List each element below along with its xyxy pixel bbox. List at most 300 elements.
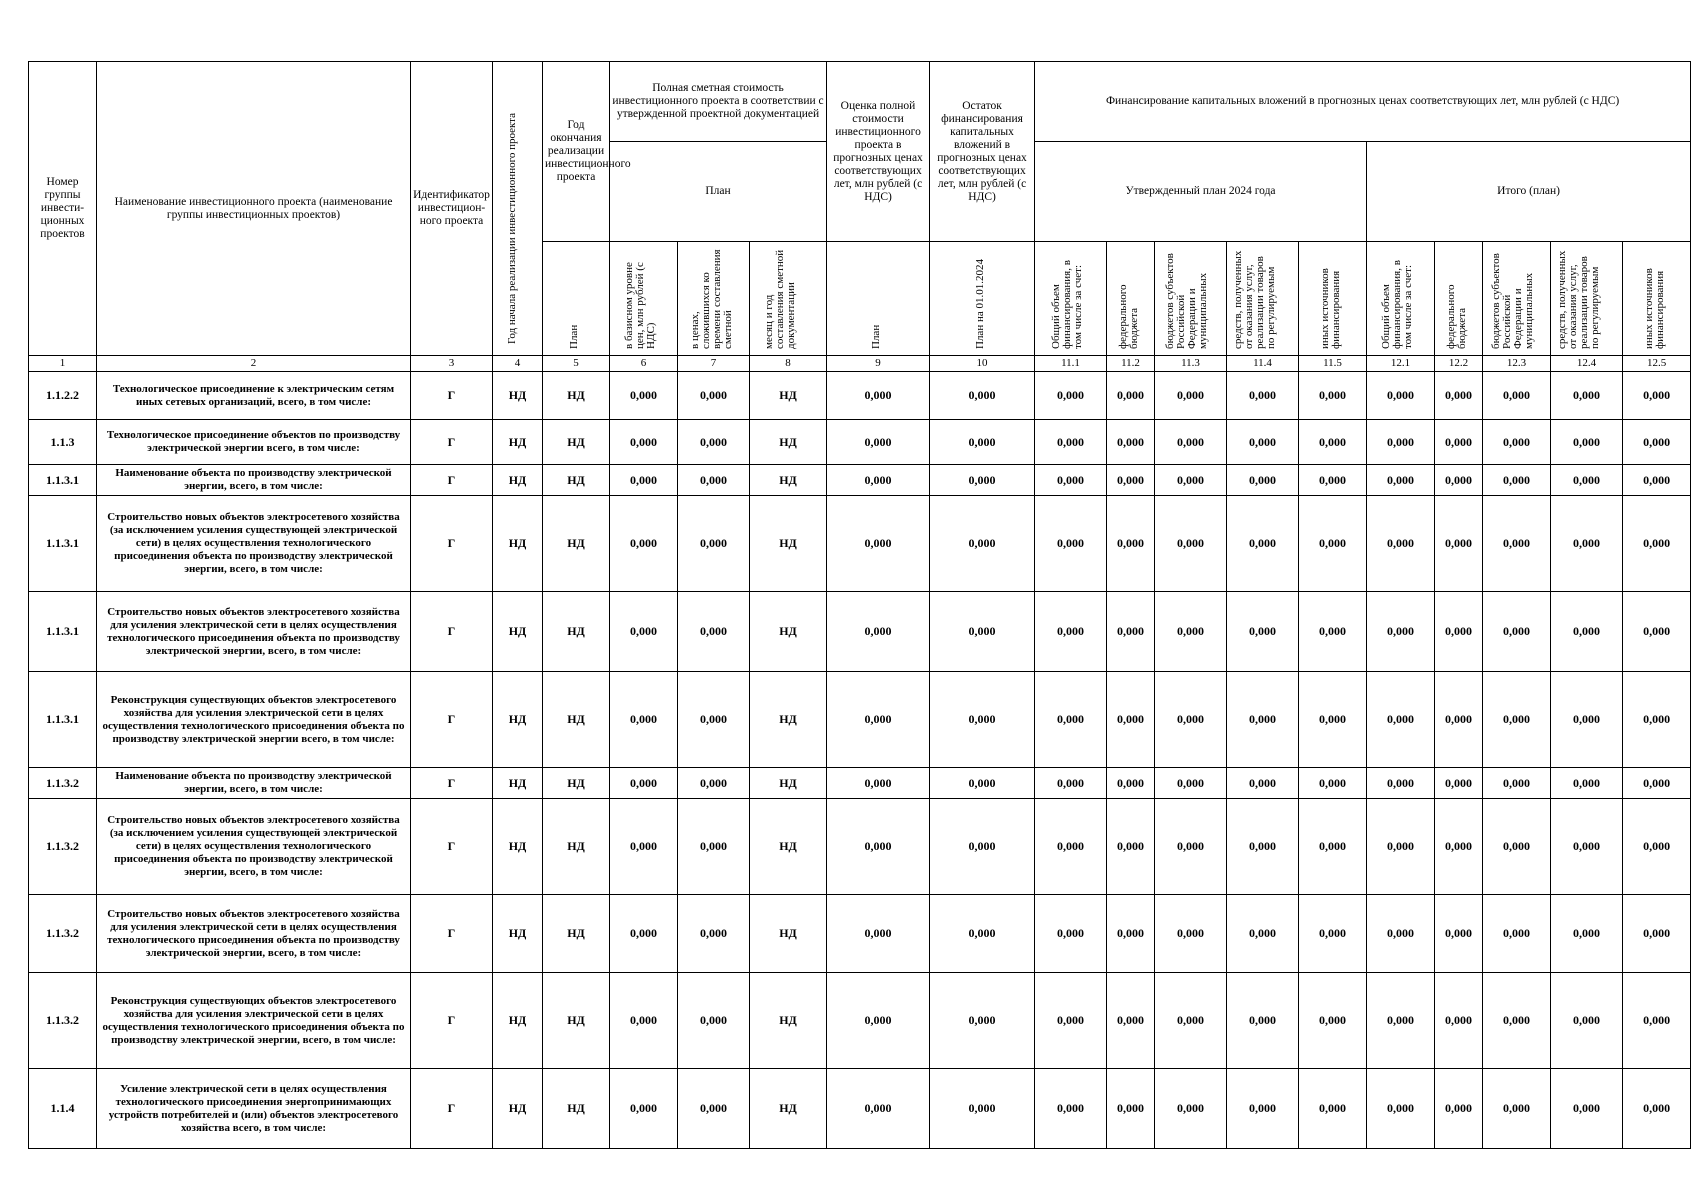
row-estimate-full-cost: 0,000 bbox=[827, 895, 930, 973]
column-number: 4 bbox=[493, 356, 543, 372]
row-financing-value: 0,000 bbox=[1483, 372, 1551, 420]
investment-table bbox=[28, 61, 1691, 1149]
header-col12-1 bbox=[1367, 242, 1435, 356]
row-financing-value: 0,000 bbox=[1155, 465, 1227, 496]
row-financing-value: 0,000 bbox=[1155, 420, 1227, 465]
table-row bbox=[29, 799, 1691, 895]
column-number: 11.2 bbox=[1107, 356, 1155, 372]
row-financing-value: 0,000 bbox=[1551, 496, 1623, 592]
row-estimate-date: НД bbox=[750, 496, 827, 592]
row-estimate-date: НД bbox=[750, 465, 827, 496]
row-financing-value: 0,000 bbox=[1107, 420, 1155, 465]
row-financing-value: 0,000 bbox=[1035, 372, 1107, 420]
row-base-cost: 0,000 bbox=[610, 420, 678, 465]
header-col5-text: План bbox=[568, 324, 580, 349]
row-start-year: НД bbox=[493, 1069, 543, 1149]
row-number: 1.1.3.2 bbox=[29, 799, 97, 895]
row-estimate-full-cost: 0,000 bbox=[827, 496, 930, 592]
row-financing-value: 0,000 bbox=[1155, 973, 1227, 1069]
row-end-year: НД bbox=[543, 895, 610, 973]
row-financing-value: 0,000 bbox=[1435, 768, 1483, 799]
row-number: 1.1.3.1 bbox=[29, 465, 97, 496]
row-base-cost: 0,000 bbox=[610, 465, 678, 496]
row-financing-value: 0,000 bbox=[1107, 465, 1155, 496]
row-financing-value: 0,000 bbox=[1551, 799, 1623, 895]
column-number: 1 bbox=[29, 356, 97, 372]
row-base-cost: 0,000 bbox=[610, 592, 678, 672]
row-identifier: Г bbox=[411, 973, 493, 1069]
row-end-year: НД bbox=[543, 672, 610, 768]
row-financing-value: 0,000 bbox=[1155, 672, 1227, 768]
row-current-cost: 0,000 bbox=[678, 372, 750, 420]
header-fin-regional: бюджетов субъектов Российской Федерации и муниципальных bbox=[1489, 252, 1535, 349]
header-col6-text: в базисном уровне цен, млн рублей (с НДС) bbox=[622, 261, 657, 349]
row-remaining: 0,000 bbox=[930, 799, 1035, 895]
row-financing-value: 0,000 bbox=[1155, 496, 1227, 592]
header-col12-4 bbox=[1551, 242, 1623, 356]
header-col7 bbox=[678, 242, 750, 356]
header-col9 bbox=[827, 242, 930, 356]
row-base-cost: 0,000 bbox=[610, 973, 678, 1069]
row-estimate-date: НД bbox=[750, 799, 827, 895]
row-estimate-full-cost: 0,000 bbox=[827, 799, 930, 895]
row-financing-value: 0,000 bbox=[1155, 799, 1227, 895]
header-col5 bbox=[543, 242, 610, 356]
row-financing-value: 0,000 bbox=[1551, 768, 1623, 799]
row-financing-value: 0,000 bbox=[1367, 1069, 1435, 1149]
row-number: 1.1.4 bbox=[29, 1069, 97, 1149]
header-plan: План bbox=[610, 142, 827, 242]
row-financing-value: 0,000 bbox=[1367, 420, 1435, 465]
row-estimate-date: НД bbox=[750, 372, 827, 420]
row-remaining: 0,000 bbox=[930, 372, 1035, 420]
row-financing-value: 0,000 bbox=[1551, 895, 1623, 973]
header-project-name: Наименование инвестиционного проекта (наименование группы инвестиционных проектов) bbox=[97, 62, 411, 356]
row-financing-value: 0,000 bbox=[1435, 672, 1483, 768]
header-col11-5 bbox=[1299, 242, 1367, 356]
row-name: Реконструкция существующих объектов электросетевого хозяйства для усиления электрической сети в целях осуществления технологического присоединения объекта по производству электрической энергии, всего, в том числе: bbox=[97, 973, 411, 1069]
table-row bbox=[29, 372, 1691, 420]
header-col8 bbox=[750, 242, 827, 356]
row-financing-value: 0,000 bbox=[1623, 592, 1691, 672]
row-financing-value: 0,000 bbox=[1367, 973, 1435, 1069]
row-financing-value: 0,000 bbox=[1551, 973, 1623, 1069]
row-name: Строительство новых объектов электросетевого хозяйства для усиления электрической сети в целях осуществления технологического присоединения объекта по производству электрической энергии, всего, в том числе: bbox=[97, 895, 411, 973]
column-number: 12.3 bbox=[1483, 356, 1551, 372]
row-financing-value: 0,000 bbox=[1435, 372, 1483, 420]
header-full-cost: Полная сметная стоимость инвестиционного проекта в соответствии с утвержденной проектной документацией bbox=[610, 62, 827, 142]
row-financing-value: 0,000 bbox=[1107, 592, 1155, 672]
row-financing-value: 0,000 bbox=[1367, 592, 1435, 672]
row-financing-value: 0,000 bbox=[1435, 592, 1483, 672]
row-base-cost: 0,000 bbox=[610, 799, 678, 895]
row-number: 1.1.3 bbox=[29, 420, 97, 465]
row-current-cost: 0,000 bbox=[678, 672, 750, 768]
row-number: 1.1.3.1 bbox=[29, 496, 97, 592]
row-financing-value: 0,000 bbox=[1483, 973, 1551, 1069]
row-estimate-full-cost: 0,000 bbox=[827, 672, 930, 768]
row-financing-value: 0,000 bbox=[1623, 465, 1691, 496]
header-col6 bbox=[610, 242, 678, 356]
row-financing-value: 0,000 bbox=[1623, 672, 1691, 768]
row-base-cost: 0,000 bbox=[610, 1069, 678, 1149]
header-col10 bbox=[930, 242, 1035, 356]
header-col11-3 bbox=[1155, 242, 1227, 356]
row-financing-value: 0,000 bbox=[1035, 496, 1107, 592]
row-current-cost: 0,000 bbox=[678, 592, 750, 672]
row-financing-value: 0,000 bbox=[1155, 895, 1227, 973]
header-col10-text: План на 01.01.2024 bbox=[974, 258, 987, 349]
row-financing-value: 0,000 bbox=[1155, 768, 1227, 799]
row-financing-value: 0,000 bbox=[1227, 420, 1299, 465]
row-number: 1.1.3.1 bbox=[29, 672, 97, 768]
row-financing-value: 0,000 bbox=[1155, 592, 1227, 672]
header-fin-services: средств, полученных от оказания услуг, реализации товаров по регулируемым bbox=[1555, 250, 1601, 349]
row-financing-value: 0,000 bbox=[1551, 465, 1623, 496]
row-financing-value: 0,000 bbox=[1107, 973, 1155, 1069]
row-base-cost: 0,000 bbox=[610, 672, 678, 768]
row-estimate-full-cost: 0,000 bbox=[827, 420, 930, 465]
column-number: 12.5 bbox=[1623, 356, 1691, 372]
column-number: 9 bbox=[827, 356, 930, 372]
row-estimate-full-cost: 0,000 bbox=[827, 465, 930, 496]
row-financing-value: 0,000 bbox=[1435, 465, 1483, 496]
row-financing-value: 0,000 bbox=[1623, 799, 1691, 895]
row-financing-value: 0,000 bbox=[1623, 973, 1691, 1069]
row-financing-value: 0,000 bbox=[1035, 799, 1107, 895]
row-current-cost: 0,000 bbox=[678, 496, 750, 592]
row-financing-value: 0,000 bbox=[1435, 420, 1483, 465]
row-end-year: НД bbox=[543, 1069, 610, 1149]
row-end-year: НД bbox=[543, 465, 610, 496]
row-financing-value: 0,000 bbox=[1299, 672, 1367, 768]
row-estimate-full-cost: 0,000 bbox=[827, 372, 930, 420]
table-row bbox=[29, 1069, 1691, 1149]
row-financing-value: 0,000 bbox=[1227, 672, 1299, 768]
row-name: Технологическое присоединение объектов по производству электрической энергии всего, в том числе: bbox=[97, 420, 411, 465]
row-current-cost: 0,000 bbox=[678, 768, 750, 799]
row-estimate-full-cost: 0,000 bbox=[827, 973, 930, 1069]
row-financing-value: 0,000 bbox=[1551, 1069, 1623, 1149]
header-start-year-text: Год начала реализации инвестиционного проекта bbox=[505, 112, 518, 344]
column-number: 8 bbox=[750, 356, 827, 372]
column-number: 2 bbox=[97, 356, 411, 372]
row-estimate-full-cost: 0,000 bbox=[827, 1069, 930, 1149]
row-start-year: НД bbox=[493, 592, 543, 672]
column-number-row bbox=[29, 356, 1691, 372]
row-financing-value: 0,000 bbox=[1227, 768, 1299, 799]
row-financing-value: 0,000 bbox=[1227, 372, 1299, 420]
row-financing-value: 0,000 bbox=[1107, 1069, 1155, 1149]
row-financing-value: 0,000 bbox=[1483, 672, 1551, 768]
header-fin-other: иных источников финансирования bbox=[1318, 267, 1342, 349]
row-financing-value: 0,000 bbox=[1035, 592, 1107, 672]
header-col7-text: в ценах, сложившихся ко времени составления сметной bbox=[688, 248, 734, 349]
header-fin-services: средств, полученных от оказания услуг, реализации товаров по регулируемым bbox=[1231, 250, 1277, 349]
row-financing-value: 0,000 bbox=[1435, 973, 1483, 1069]
header-fin-federal: федерального бюджета bbox=[1116, 284, 1140, 349]
row-remaining: 0,000 bbox=[930, 768, 1035, 799]
row-financing-value: 0,000 bbox=[1107, 895, 1155, 973]
row-financing-value: 0,000 bbox=[1623, 895, 1691, 973]
row-financing-value: 0,000 bbox=[1035, 768, 1107, 799]
row-current-cost: 0,000 bbox=[678, 1069, 750, 1149]
row-current-cost: 0,000 bbox=[678, 799, 750, 895]
row-financing-value: 0,000 bbox=[1483, 496, 1551, 592]
row-estimate-full-cost: 0,000 bbox=[827, 768, 930, 799]
row-remaining: 0,000 bbox=[930, 672, 1035, 768]
row-financing-value: 0,000 bbox=[1623, 768, 1691, 799]
table-row bbox=[29, 973, 1691, 1069]
row-financing-value: 0,000 bbox=[1367, 799, 1435, 895]
row-financing-value: 0,000 bbox=[1483, 1069, 1551, 1149]
column-number: 12.1 bbox=[1367, 356, 1435, 372]
header-fin-regional: бюджетов субъектов Российской Федерации и муниципальных bbox=[1163, 252, 1209, 349]
column-number: 12.4 bbox=[1551, 356, 1623, 372]
row-name: Строительство новых объектов электросетевого хозяйства (за исключением усиления существующей электрической сети) в целях осуществления технологического присоединения объекта по производству электрической энергии, всего, в том числе: bbox=[97, 496, 411, 592]
row-financing-value: 0,000 bbox=[1367, 768, 1435, 799]
row-estimate-date: НД bbox=[750, 420, 827, 465]
row-end-year: НД bbox=[543, 372, 610, 420]
row-estimate-date: НД bbox=[750, 973, 827, 1069]
row-number: 1.1.3.2 bbox=[29, 768, 97, 799]
row-financing-value: 0,000 bbox=[1623, 496, 1691, 592]
header-start-year bbox=[493, 62, 543, 356]
row-financing-value: 0,000 bbox=[1483, 420, 1551, 465]
row-start-year: НД bbox=[493, 895, 543, 973]
column-number: 11.1 bbox=[1035, 356, 1107, 372]
column-number: 6 bbox=[610, 356, 678, 372]
row-financing-value: 0,000 bbox=[1227, 496, 1299, 592]
header-group-number: Номер группы инвести-ционных проектов bbox=[29, 62, 97, 356]
row-current-cost: 0,000 bbox=[678, 895, 750, 973]
row-estimate-date: НД bbox=[750, 1069, 827, 1149]
row-name: Реконструкция существующих объектов электросетевого хозяйства для усиления электрической сети в целях осуществления технологического присоединения объекта по производству электрической энергии всего, в том числе: bbox=[97, 672, 411, 768]
header-fin-federal: федерального бюджета bbox=[1444, 284, 1468, 349]
row-remaining: 0,000 bbox=[930, 973, 1035, 1069]
row-financing-value: 0,000 bbox=[1227, 1069, 1299, 1149]
row-current-cost: 0,000 bbox=[678, 465, 750, 496]
header-total-plan: Итого (план) bbox=[1367, 142, 1691, 242]
row-financing-value: 0,000 bbox=[1107, 496, 1155, 592]
row-start-year: НД bbox=[493, 768, 543, 799]
row-financing-value: 0,000 bbox=[1483, 465, 1551, 496]
row-financing-value: 0,000 bbox=[1551, 372, 1623, 420]
row-financing-value: 0,000 bbox=[1299, 420, 1367, 465]
row-financing-value: 0,000 bbox=[1107, 672, 1155, 768]
column-number: 3 bbox=[411, 356, 493, 372]
row-start-year: НД bbox=[493, 465, 543, 496]
column-number: 11.4 bbox=[1227, 356, 1299, 372]
row-financing-value: 0,000 bbox=[1107, 768, 1155, 799]
table-row bbox=[29, 420, 1691, 465]
row-financing-value: 0,000 bbox=[1227, 465, 1299, 496]
row-name: Усиление электрической сети в целях осуществления технологического присоединения энергопринимающих устройств потребителей и (или) объектов электросетевого хозяйства всего, в том числе: bbox=[97, 1069, 411, 1149]
row-current-cost: 0,000 bbox=[678, 420, 750, 465]
row-estimate-date: НД bbox=[750, 672, 827, 768]
row-financing-value: 0,000 bbox=[1483, 592, 1551, 672]
header-fin-other: иных источников финансирования bbox=[1642, 267, 1666, 349]
row-name: Строительство новых объектов электросетевого хозяйства для усиления электрической сети в целях осуществления технологического присоединения объекта по производству электрической энергии, всего, в том числе: bbox=[97, 592, 411, 672]
row-identifier: Г bbox=[411, 768, 493, 799]
row-financing-value: 0,000 bbox=[1367, 465, 1435, 496]
row-identifier: Г bbox=[411, 895, 493, 973]
row-financing-value: 0,000 bbox=[1035, 973, 1107, 1069]
row-financing-value: 0,000 bbox=[1107, 799, 1155, 895]
row-financing-value: 0,000 bbox=[1299, 496, 1367, 592]
row-remaining: 0,000 bbox=[930, 420, 1035, 465]
header-identifier: Идентификатор инвестицион-ного проекта bbox=[411, 62, 493, 356]
row-remaining: 0,000 bbox=[930, 465, 1035, 496]
header-col11-2 bbox=[1107, 242, 1155, 356]
row-financing-value: 0,000 bbox=[1299, 372, 1367, 420]
row-number: 1.1.3.1 bbox=[29, 592, 97, 672]
row-estimate-date: НД bbox=[750, 895, 827, 973]
row-remaining: 0,000 bbox=[930, 496, 1035, 592]
row-financing-value: 0,000 bbox=[1299, 895, 1367, 973]
row-financing-value: 0,000 bbox=[1483, 895, 1551, 973]
row-start-year: НД bbox=[493, 496, 543, 592]
row-end-year: НД bbox=[543, 592, 610, 672]
row-financing-value: 0,000 bbox=[1367, 895, 1435, 973]
column-number: 11.5 bbox=[1299, 356, 1367, 372]
row-financing-value: 0,000 bbox=[1367, 372, 1435, 420]
row-financing-value: 0,000 bbox=[1483, 799, 1551, 895]
row-financing-value: 0,000 bbox=[1435, 799, 1483, 895]
header-col12-2 bbox=[1435, 242, 1483, 356]
header-col9-text: План bbox=[870, 324, 883, 349]
row-start-year: НД bbox=[493, 420, 543, 465]
row-identifier: Г bbox=[411, 420, 493, 465]
row-financing-value: 0,000 bbox=[1227, 592, 1299, 672]
column-number: 5 bbox=[543, 356, 610, 372]
row-end-year: НД bbox=[543, 420, 610, 465]
row-financing-value: 0,000 bbox=[1623, 372, 1691, 420]
table-row bbox=[29, 592, 1691, 672]
row-financing-value: 0,000 bbox=[1227, 895, 1299, 973]
header-col11-4 bbox=[1227, 242, 1299, 356]
row-remaining: 0,000 bbox=[930, 592, 1035, 672]
table-row bbox=[29, 496, 1691, 592]
row-financing-value: 0,000 bbox=[1227, 799, 1299, 895]
column-number: 11.3 bbox=[1155, 356, 1227, 372]
header-col12-3 bbox=[1483, 242, 1551, 356]
row-start-year: НД bbox=[493, 672, 543, 768]
row-number: 1.1.2.2 bbox=[29, 372, 97, 420]
row-estimate-full-cost: 0,000 bbox=[827, 592, 930, 672]
row-financing-value: 0,000 bbox=[1435, 895, 1483, 973]
row-end-year: НД bbox=[543, 799, 610, 895]
header-col12-5 bbox=[1623, 242, 1691, 356]
row-financing-value: 0,000 bbox=[1367, 496, 1435, 592]
header-end-year: Год окончания реализации инвестиционного проекта bbox=[543, 62, 610, 242]
row-identifier: Г bbox=[411, 799, 493, 895]
row-end-year: НД bbox=[543, 768, 610, 799]
row-end-year: НД bbox=[543, 496, 610, 592]
row-name: Технологическое присоединение к электрическим сетям иных сетевых организаций, всего, в том числе: bbox=[97, 372, 411, 420]
row-base-cost: 0,000 bbox=[610, 372, 678, 420]
row-financing-value: 0,000 bbox=[1035, 420, 1107, 465]
row-start-year: НД bbox=[493, 973, 543, 1069]
row-end-year: НД bbox=[543, 973, 610, 1069]
row-financing-value: 0,000 bbox=[1035, 672, 1107, 768]
row-financing-value: 0,000 bbox=[1035, 1069, 1107, 1149]
row-financing-value: 0,000 bbox=[1299, 799, 1367, 895]
row-identifier: Г bbox=[411, 465, 493, 496]
header-fin-total: Общий объем финансирования, в том числе за счет: bbox=[1379, 259, 1414, 349]
header-fin-total: Общий объем финансирования, в том числе за счет: bbox=[1049, 259, 1084, 349]
row-financing-value: 0,000 bbox=[1299, 465, 1367, 496]
row-identifier: Г bbox=[411, 1069, 493, 1149]
column-number: 10 bbox=[930, 356, 1035, 372]
row-financing-value: 0,000 bbox=[1367, 672, 1435, 768]
row-financing-value: 0,000 bbox=[1623, 1069, 1691, 1149]
column-number: 7 bbox=[678, 356, 750, 372]
row-financing-value: 0,000 bbox=[1435, 496, 1483, 592]
row-financing-value: 0,000 bbox=[1435, 1069, 1483, 1149]
row-financing-value: 0,000 bbox=[1299, 592, 1367, 672]
row-name: Наименование объекта по производству электрической энергии, всего, в том числе: bbox=[97, 465, 411, 496]
row-financing-value: 0,000 bbox=[1107, 372, 1155, 420]
row-financing-value: 0,000 bbox=[1551, 420, 1623, 465]
row-financing-value: 0,000 bbox=[1155, 372, 1227, 420]
row-name: Наименование объекта по производству электрической энергии, всего, в том числе: bbox=[97, 768, 411, 799]
row-estimate-date: НД bbox=[750, 592, 827, 672]
row-current-cost: 0,000 bbox=[678, 973, 750, 1069]
row-financing-value: 0,000 bbox=[1299, 1069, 1367, 1149]
row-base-cost: 0,000 bbox=[610, 895, 678, 973]
row-financing-value: 0,000 bbox=[1155, 1069, 1227, 1149]
header-estimate-full-cost: Оценка полной стоимости инвестиционного проекта в прогнозных ценах соответствующих лет, млн рублей (с НДС) bbox=[827, 62, 930, 242]
investment-table-sheet bbox=[28, 61, 1691, 1149]
row-identifier: Г bbox=[411, 496, 493, 592]
row-financing-value: 0,000 bbox=[1483, 768, 1551, 799]
row-financing-value: 0,000 bbox=[1551, 592, 1623, 672]
row-number: 1.1.3.2 bbox=[29, 895, 97, 973]
table-row bbox=[29, 895, 1691, 973]
column-number: 12.2 bbox=[1435, 356, 1483, 372]
header-col8-text: месяц и год составления сметной документации bbox=[763, 249, 797, 349]
row-base-cost: 0,000 bbox=[610, 768, 678, 799]
header-approved-plan: Утвержденный план 2024 года bbox=[1035, 142, 1367, 242]
row-start-year: НД bbox=[493, 372, 543, 420]
row-financing-value: 0,000 bbox=[1035, 895, 1107, 973]
row-financing-value: 0,000 bbox=[1035, 465, 1107, 496]
header-col11-1 bbox=[1035, 242, 1107, 356]
row-base-cost: 0,000 bbox=[610, 496, 678, 592]
row-identifier: Г bbox=[411, 592, 493, 672]
row-start-year: НД bbox=[493, 799, 543, 895]
row-financing-value: 0,000 bbox=[1623, 420, 1691, 465]
row-identifier: Г bbox=[411, 372, 493, 420]
header-remaining: Остаток финансирования капитальных вложений в прогнозных ценах соответствующих лет, млн рублей (с НДС) bbox=[930, 62, 1035, 242]
row-estimate-date: НД bbox=[750, 768, 827, 799]
table-row bbox=[29, 768, 1691, 799]
row-financing-value: 0,000 bbox=[1299, 768, 1367, 799]
row-remaining: 0,000 bbox=[930, 895, 1035, 973]
row-financing-value: 0,000 bbox=[1299, 973, 1367, 1069]
table-row bbox=[29, 672, 1691, 768]
row-financing-value: 0,000 bbox=[1227, 973, 1299, 1069]
table-row bbox=[29, 465, 1691, 496]
row-identifier: Г bbox=[411, 672, 493, 768]
row-name: Строительство новых объектов электросетевого хозяйства (за исключением усиления существующей электрической сети) в целях осуществления технологического присоединения объекта по производству электрической энергии, всего, в том числе: bbox=[97, 799, 411, 895]
row-financing-value: 0,000 bbox=[1551, 672, 1623, 768]
row-remaining: 0,000 bbox=[930, 1069, 1035, 1149]
header-financing: Финансирование капитальных вложений в прогнозных ценах соответствующих лет, млн рублей (с НДС) bbox=[1035, 62, 1691, 142]
table-body bbox=[29, 372, 1691, 1149]
row-number: 1.1.3.2 bbox=[29, 973, 97, 1069]
